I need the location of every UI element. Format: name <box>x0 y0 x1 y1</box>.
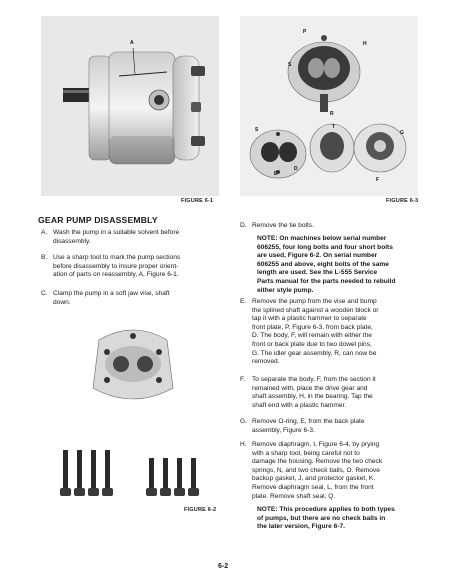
note-line: either style pump. <box>257 286 314 294</box>
figure-6-1-caption: FIGURE 6-1 <box>181 198 214 204</box>
step-h-line: springs, N, and two check balls, O. Remove <box>252 466 380 474</box>
step-d <box>240 222 430 232</box>
step-h-line: plate. Remove shaft seal, Q. <box>252 492 336 500</box>
step-h-line: with a sharp tool, being careful not to <box>252 449 360 457</box>
note-line: NOTE: This procedure applies to both types <box>257 506 395 513</box>
step-c-letter: C. <box>41 290 48 297</box>
step-g-line: assembly, Figure 6-3. <box>252 426 315 434</box>
step-e-line: removed. <box>252 358 280 366</box>
figure-6-2 <box>41 318 227 506</box>
note-serial-number <box>257 235 435 295</box>
callout-p-label: P <box>303 29 307 35</box>
callout-s-top-label: S <box>288 62 292 68</box>
step-e-line: the splined shaft against a wooden block or <box>252 306 379 314</box>
step-b-letter: B. <box>41 254 48 261</box>
step-h-line: Remove diaphragm seal, L, from the front <box>252 483 374 491</box>
callout-r-label: R <box>330 111 334 117</box>
step-f-line: shaft assembly, H, in the bearing. Tap the <box>252 393 373 401</box>
step-e-line: G. The idler gear assembly, R, can now be <box>252 349 377 357</box>
step-e-line: Remove the pump from the vise and bump <box>252 298 377 305</box>
callout-h-label: H <box>363 41 367 47</box>
step-e-line: D. The body, F, will remain with either the <box>252 332 372 340</box>
note-line: length are used. See the L-555 Service <box>257 269 378 277</box>
step-c-line: Clamp the pump in a soft jaw vise, shaft <box>53 290 170 297</box>
note-line: the later version, Figure 6-7. <box>257 523 345 531</box>
step-f-line: To separate the body, F, from the section it <box>252 376 376 383</box>
note-line: are used, Figure 6-2. On serial number <box>257 252 378 260</box>
figure-6-1 <box>41 16 219 196</box>
step-h-letter: H. <box>240 441 247 448</box>
page-number: 6-2 <box>218 563 229 570</box>
step-e <box>240 298 435 368</box>
step-b <box>41 254 226 284</box>
step-c <box>41 290 226 310</box>
figure-6-3 <box>240 16 418 196</box>
pump-and-bolts-photo <box>41 318 227 506</box>
note-line: 606255, four long bolts and four short bolts <box>257 243 393 251</box>
step-g <box>240 418 435 436</box>
pump-exploded-photo <box>240 16 418 196</box>
step-f <box>240 376 435 412</box>
callout-a-leader <box>41 16 219 196</box>
step-a-line: disassembly. <box>53 237 91 245</box>
step-g-letter: G. <box>240 418 247 425</box>
step-h-line: backup gasket, J, and protector gasket, K. <box>252 475 376 483</box>
step-e-letter: E. <box>240 298 247 305</box>
step-e-line: tap it with a plastic hammer to separate <box>252 315 367 323</box>
step-e-line: front or back plate due to two dowel pins, <box>252 340 372 348</box>
callout-g-label: G <box>400 130 404 136</box>
step-h-line: damage the housing. Remove the two check <box>252 458 383 466</box>
callout-e-label: E <box>274 171 278 177</box>
step-f-line: remained with, place the drive gear and <box>252 384 368 392</box>
step-f-line: shaft end with a plastic hammer. <box>252 401 347 409</box>
callout-d-label: D <box>294 166 298 172</box>
callout-a-label: A <box>130 40 134 46</box>
step-h-line: Remove diaphragm, I, Figure 6-4, by prying <box>252 441 380 448</box>
step-b-line: Use a sharp tool to mark the pump sections <box>53 254 181 261</box>
figure-6-3-caption: FIGURE 6-3 <box>386 198 419 204</box>
step-d-line: Remove the tie bolts. <box>252 222 314 229</box>
step-h <box>240 441 435 503</box>
step-b-line: before disassembly to insure proper orient- <box>53 262 179 270</box>
step-a-letter: A. <box>41 229 48 236</box>
step-a <box>41 229 226 249</box>
section-title: GEAR PUMP DISASSEMBLY <box>38 215 158 225</box>
step-b-line: ation of parts on reassembly, A, Figure 6-1. <box>53 271 179 279</box>
step-a-line: Wash the pump in a suitable solvent before <box>53 229 180 236</box>
step-c-line: down. <box>53 298 71 306</box>
callout-s-left-label: S <box>255 127 259 133</box>
note-procedure-applies <box>257 506 435 532</box>
note-line: of pumps, but there are no check balls in <box>257 514 386 522</box>
callout-f-label: F <box>376 177 380 183</box>
note-line: 606255 and above, eight bolts of the same <box>257 260 389 268</box>
figure-6-2-caption: FIGURE 6-2 <box>184 507 217 513</box>
step-e-line: front plate, P, Figure 6-3, from back plate, <box>252 323 373 331</box>
step-g-line: Remove O-ring, E, from the back plate <box>252 418 365 425</box>
note-line: Parts manual for the parts needed to rebuild <box>257 277 396 285</box>
callout-t-label: T <box>332 124 336 130</box>
step-f-letter: F. <box>240 376 246 383</box>
note-line: NOTE: On machines below serial number <box>257 235 387 242</box>
step-d-letter: D. <box>240 222 247 229</box>
